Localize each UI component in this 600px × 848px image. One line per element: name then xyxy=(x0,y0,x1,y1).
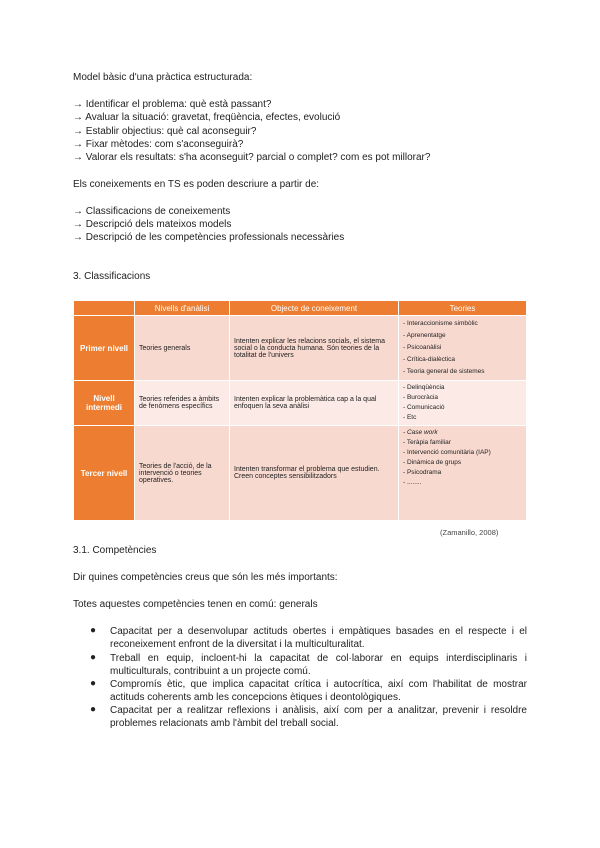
bullet-icon: ● xyxy=(90,652,97,663)
knowledge-item-2: → Descripció dels mateixos models xyxy=(73,219,232,230)
intro-title: Model bàsic d'una pràctica estructurada: xyxy=(73,72,253,83)
theory-item: - Case work xyxy=(403,429,438,436)
level-cell: Tercer nivell xyxy=(74,426,135,521)
bullet-text: Compromís ètic, que implica capacitat crítica i autocrítica, així com l'habilitat de mostrar actituds coherents amb les concepcions ètiques i deontològiques. xyxy=(110,679,527,704)
question-text: Dir quines competències creus que són les més importants: xyxy=(73,572,338,583)
object-cell: Intenten explicar les relacions socials, el sistema social o la conducta humana. Són teories de la totalitat de l'univers xyxy=(230,316,399,381)
table-row xyxy=(74,381,527,426)
level-cell: Nivell intermedi xyxy=(74,381,135,426)
theory-item: - Burocràcia xyxy=(403,394,439,401)
bullet-icon: ● xyxy=(90,625,97,636)
table-row xyxy=(74,426,527,521)
theory-item: - Interaccionisme simbòlic xyxy=(403,320,478,327)
header-theories: Teories xyxy=(399,301,527,316)
step-5: → Valorar els resultats: s'ha aconseguit? parcial o complet? com es pot millorar? xyxy=(73,152,431,163)
theory-item: - Comunicació xyxy=(403,404,445,411)
bullet-icon: ● xyxy=(90,678,97,689)
bullet-text: Capacitat per a realitzar reflexions i anàlisis, així com per a analitzar, prevenir i resoldre problemes relacionats amb l'àmbit del treball social. xyxy=(110,705,527,730)
analysis-cell: Teories de l'acció, de la intervenció o teories operatives. xyxy=(135,426,230,521)
bullet-item xyxy=(90,704,527,731)
bullet-item xyxy=(90,625,527,652)
theory-item: - Teràpia familiar xyxy=(403,439,451,446)
analysis-cell: Teories generals xyxy=(135,316,230,381)
object-cell: Intenten transformar el problema que estudien. Creen conceptes sensibilitzadors xyxy=(230,426,399,521)
bullet-icon: ● xyxy=(90,704,97,715)
classification-table xyxy=(73,300,527,521)
theory-item: - ........ xyxy=(403,479,422,486)
common-text: Totes aquestes competències tenen en comú: generals xyxy=(73,599,318,610)
step-3: → Establir objectius: què cal aconseguir? xyxy=(73,126,257,137)
step-1: → Identificar el problema: què està passant? xyxy=(73,99,272,110)
theory-item: - Etc xyxy=(403,414,417,421)
theory-item: - Delinqüència xyxy=(403,384,445,391)
bullet-item xyxy=(90,652,527,679)
theory-item: - Psicodrama xyxy=(403,469,442,476)
theory-item: - Psicoanàlisi xyxy=(403,344,442,351)
header-analysis: Nivells d'anàlisi xyxy=(135,301,230,316)
bullet-text: Capacitat per a desenvolupar actituds obertes i empàtiques basades en el respecte i el reconeixement enfront de la diversitat i la multiculturalitat. xyxy=(110,626,527,651)
bullet-item xyxy=(90,678,527,705)
bullet-text: Treball en equip, incloent-hi la capacitat de col·laborar en equips interdisciplinaris i multiculturals, contribuint a un projecte comú. xyxy=(110,653,527,678)
theory-item: - Dinàmica de grups xyxy=(403,459,462,466)
knowledge-item-3: → Descripció de les competències professionals necessàries xyxy=(73,232,345,243)
table-row xyxy=(74,316,527,381)
section-3-1-heading: 3.1. Competències xyxy=(73,545,157,556)
knowledge-item-1: → Classificacions de coneixements xyxy=(73,206,231,217)
citation: (Zamanillo, 2008) xyxy=(440,528,499,537)
header-object: Objecte de coneixement xyxy=(230,301,399,316)
step-2: → Avaluar la situació: gravetat, freqüència, efectes, evolució xyxy=(73,112,341,123)
theories-cell xyxy=(399,426,527,521)
theory-item: - Crítica-dialèctica xyxy=(403,356,456,363)
knowledge-title: Els coneixements en TS es poden descriure a partir de: xyxy=(73,179,320,190)
theory-item: - Aprenentatge xyxy=(403,332,446,339)
object-cell: Intenten explicar la problemàtica cap a la qual enfoquen la seva anàlisi xyxy=(230,381,399,426)
header-empty xyxy=(74,301,135,316)
level-cell: Primer nivell xyxy=(74,316,135,381)
theory-item: - Intervenció comunitària (IAP) xyxy=(403,449,491,456)
analysis-cell: Teories referides a àmbits de fenòmens específics xyxy=(135,381,230,426)
theories-cell xyxy=(399,316,527,381)
theory-item: - Teoria general de sistemes xyxy=(403,368,485,375)
step-4: → Fixar mètodes: com s'aconseguirà? xyxy=(73,139,244,150)
section-3-heading: 3. Classificacions xyxy=(73,271,151,282)
theories-cell xyxy=(399,381,527,426)
